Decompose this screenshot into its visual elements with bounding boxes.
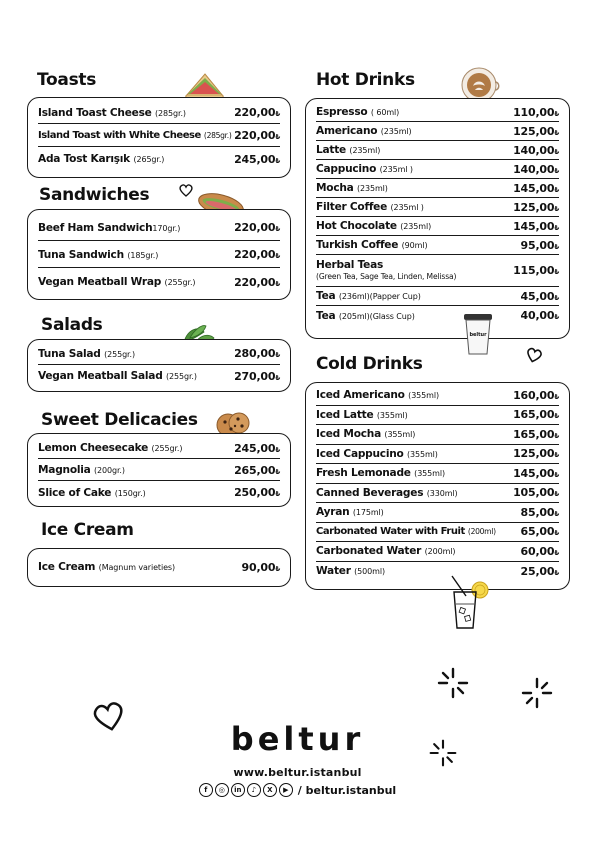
sweet-box [27, 433, 291, 507]
menu-item: Lemon Cheesecake (255gr.) 245,00₺ [38, 438, 280, 459]
brand-logo: beltur [230, 720, 365, 758]
instagram-icon[interactable]: ◎ [215, 783, 229, 797]
sandwiches-box [27, 209, 291, 300]
sparkle-icon [436, 666, 470, 700]
menu-item: Hot Chocolate (235ml) 145,00₺ [316, 217, 559, 236]
menu-item: Vegan Meatball Salad (255gr.) 270,00₺ [38, 369, 280, 383]
menu-item: Herbal Teas (Green Tea, Sage Tea, Linden, Melissa) 115,00₺ [316, 255, 559, 287]
paper-cup-icon [460, 312, 496, 356]
menu-item: Cappucino (235ml ) 140,00₺ [316, 160, 559, 179]
social-handle: / beltur.istanbul [297, 783, 397, 797]
icecream-box [27, 548, 291, 587]
menu-item: Island Toast with White Cheese (285gr.) 220,00₺ [38, 125, 280, 147]
toasts-title: Toasts [37, 70, 97, 90]
salads-title: Salads [41, 315, 103, 335]
x-icon[interactable]: X [263, 783, 277, 797]
tiktok-icon[interactable]: ♪ [247, 783, 261, 797]
icecream-title: Ice Cream [41, 520, 134, 540]
menu-item: Mocha (235ml) 145,00₺ [316, 179, 559, 198]
menu-item: Tuna Salad (255gr.) 280,00₺ [38, 343, 280, 365]
menu-item: Water (500ml) 25,00₺ [316, 564, 559, 578]
toasts-box [27, 97, 291, 178]
cold-drinks-title: Cold Drinks [316, 354, 423, 374]
youtube-icon[interactable]: ▶ [279, 783, 293, 797]
menu-item: Carbonated Water with Fruit (200ml) 65,00₺ [316, 523, 559, 543]
menu-item: Island Toast Cheese (285gr.) 220,00₺ [38, 102, 280, 124]
sparkle-icon [520, 676, 554, 710]
menu-item: Vegan Meatball Wrap (255gr.) 220,00₺ [38, 275, 280, 289]
menu-item: Slice of Cake (150gr.) 250,00₺ [38, 486, 280, 499]
menu-item: Iced Americano (355ml) 160,00₺ [316, 386, 559, 406]
menu-item: Fresh Lemonade (355ml) 145,00₺ [316, 464, 559, 484]
menu-item: Beef Ham Sandwich170gr.) 220,00₺ [38, 215, 280, 241]
linkedin-icon[interactable]: in [231, 783, 245, 797]
menu-item: Tea (205ml)(Glass Cup) 40,00₺ [316, 309, 559, 322]
svg-text:beltur: beltur [469, 332, 487, 338]
menu-item: Ada Tost Karışık (265gr.) 245,00₺ [38, 152, 280, 166]
menu-item: Turkish Coffee (90ml) 95,00₺ [316, 236, 559, 255]
website-link[interactable]: www.beltur.istanbul [233, 766, 362, 779]
heart-icon [525, 346, 543, 364]
menu-item: Carbonated Water (200ml) 60,00₺ [316, 542, 559, 562]
menu-item: Filter Coffee (235ml ) 125,00₺ [316, 198, 559, 217]
social-links [0, 783, 595, 797]
facebook-icon[interactable]: f [199, 783, 213, 797]
salads-box [27, 339, 291, 392]
sweet-title: Sweet Delicacies [41, 410, 198, 430]
menu-item: Iced Latte (355ml) 165,00₺ [316, 406, 559, 426]
lemonade-glass-icon [444, 574, 492, 632]
menu-item: Tea (236ml)(Papper Cup) 45,00₺ [316, 287, 559, 306]
sandwiches-title: Sandwiches [39, 185, 150, 205]
menu-item: Tuna Sandwich (185gr.) 220,00₺ [38, 242, 280, 268]
menu-item: Iced Mocha (355ml) 165,00₺ [316, 425, 559, 445]
heart-icon [178, 182, 194, 198]
hot-drinks-title: Hot Drinks [316, 70, 415, 90]
menu-item: Magnolia (200gr.) 265,00₺ [38, 460, 280, 481]
menu-item: Latte (235ml) 140,00₺ [316, 141, 559, 160]
menu-item: Iced Cappucino (355ml) 125,00₺ [316, 445, 559, 465]
menu-item: Ice Cream (Magnum varieties) 90,00₺ [38, 560, 280, 574]
menu-item: Americano (235ml) 125,00₺ [316, 122, 559, 141]
menu-item: Ayran (175ml) 85,00₺ [316, 503, 559, 523]
menu-item: Espresso ( 60ml) 110,00₺ [316, 103, 559, 122]
hot-drinks-box [305, 98, 570, 339]
menu-item: Canned Beverages (330ml) 105,00₺ [316, 484, 559, 504]
cold-drinks-box [305, 382, 570, 590]
